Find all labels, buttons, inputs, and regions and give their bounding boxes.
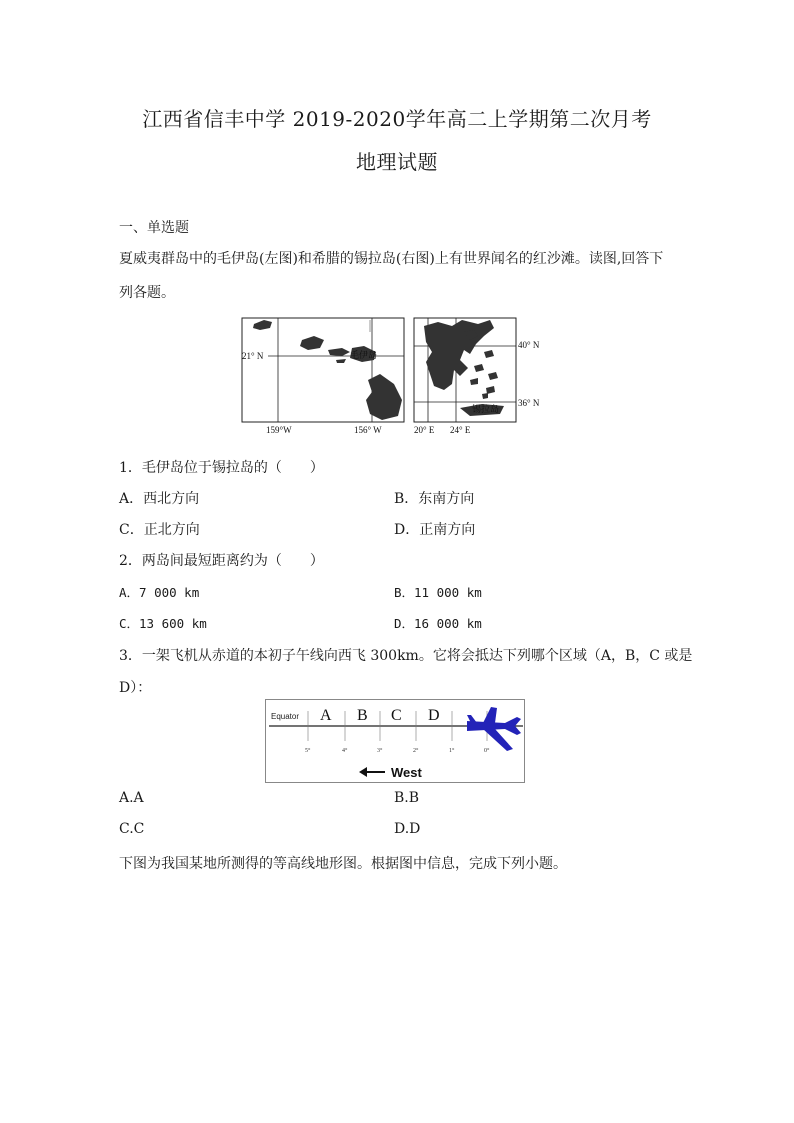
equator-flight-figure xyxy=(265,699,525,783)
thira-map xyxy=(414,318,540,435)
q3-option-b: B.B xyxy=(394,790,420,806)
tick-2: 2° xyxy=(413,748,419,754)
thira-island xyxy=(482,393,488,399)
region-d-label: D xyxy=(428,707,440,724)
island-maps-figure xyxy=(238,314,556,438)
q3-option-a: A.A xyxy=(119,790,144,806)
maui-label: 毛伊岛 xyxy=(350,350,378,360)
tick-3: 3° xyxy=(377,748,383,754)
region-a-label: A xyxy=(320,707,332,724)
q3-stem-line-2: D）： xyxy=(119,680,152,696)
q3-option-c: C.C xyxy=(119,821,145,837)
lon-label-20e: 20° E xyxy=(414,425,435,435)
tick-0: 0° xyxy=(484,748,490,754)
region-b-label: B xyxy=(357,707,368,724)
q2-stem: 2．两岛间最短距离约为（ ） xyxy=(119,553,324,569)
q2-option-d: D．16 000 km xyxy=(394,616,482,631)
equator-label: Equator xyxy=(271,712,300,721)
q1-option-a: A．西北方向 xyxy=(119,491,200,507)
region-c-label: C xyxy=(391,707,402,724)
thira-label: 锡拉岛 xyxy=(472,404,500,414)
section-heading: 一、单选题 xyxy=(119,220,189,236)
lat-label-21n: 21° N xyxy=(242,351,264,361)
q1-option-c: C．正北方向 xyxy=(119,522,200,538)
tick-4: 4° xyxy=(342,748,348,754)
west-label: West xyxy=(391,765,422,780)
next-question-intro: 下图为我国某地所测得的等高线地形图。根据图中信息，完成下列小题。 xyxy=(119,856,567,872)
q2-option-c: C．13 600 km xyxy=(119,616,207,631)
q2-option-a: A．7 000 km xyxy=(119,585,200,600)
lon-label-24e: 24° E xyxy=(450,425,471,435)
intro-line-1: 夏威夷群岛中的毛伊岛(左图)和希腊的锡拉岛(右图)上有世界闻名的红沙滩。读图,回答下 xyxy=(119,251,664,267)
tick-1: 1° xyxy=(449,748,455,754)
page-title: 江西省信丰中学 2019-2020学年高二上学期第二次月考 xyxy=(142,107,652,131)
lat-label-36n: 36° N xyxy=(518,398,540,408)
lon-label-159w: 159°W xyxy=(266,425,292,435)
q3-option-d: D.D xyxy=(394,821,421,837)
lat-label-40n: 40° N xyxy=(518,340,540,350)
tick-5: 5° xyxy=(305,748,311,754)
q2-option-b: B．11 000 km xyxy=(394,585,482,600)
page-subtitle: 地理试题 xyxy=(356,150,438,174)
q3-stem-line-1: 3．一架飞机从赤道的本初子午线向西飞 300km。它将会抵达下列哪个区域（A，B，C 或是 xyxy=(119,648,693,664)
q1-option-b: B．东南方向 xyxy=(394,491,475,507)
q1-stem: 1．毛伊岛位于锡拉岛的（ ） xyxy=(119,460,324,476)
lon-label-156w: 156° W xyxy=(354,425,382,435)
q1-option-d: D．正南方向 xyxy=(394,522,476,538)
maui-map xyxy=(242,318,404,435)
intro-line-2: 列各题。 xyxy=(119,285,175,301)
